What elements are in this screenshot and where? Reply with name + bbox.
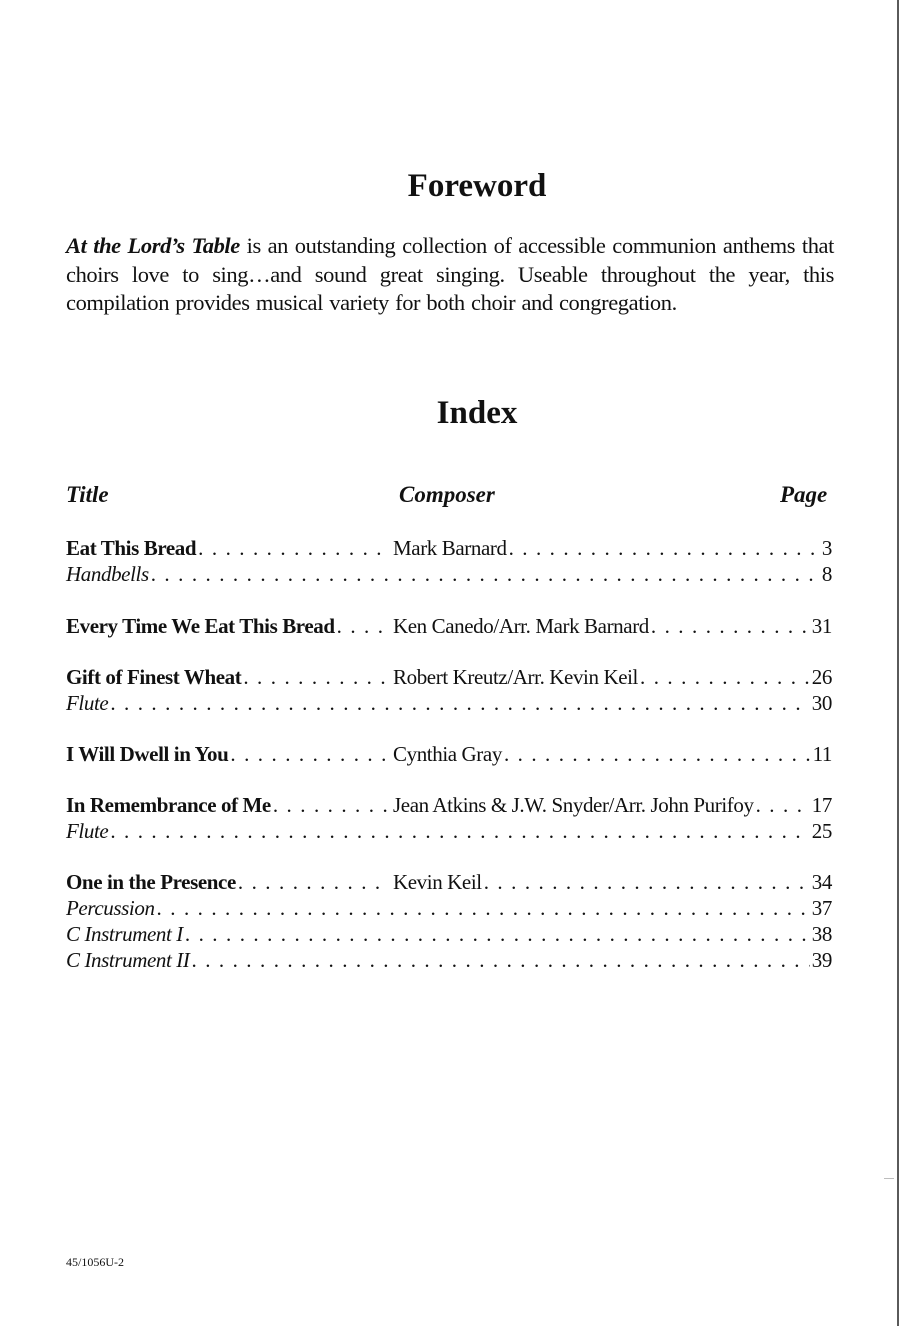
entry-composer: Kevin Keil [393,870,482,894]
index-entry [66,665,832,691]
entry-title: Every Time We Eat This Bread [66,614,335,638]
entry-page: 3 [821,536,832,560]
index-entry [66,742,832,768]
dot-leader [243,665,389,690]
dot-leader [273,793,389,818]
entry-page: 30 [811,691,832,715]
dot-leader [110,691,809,716]
index-entry [66,793,832,819]
index-entry [66,536,832,562]
index-heading: Index [436,395,518,431]
dot-leader [185,922,810,947]
dot-leader [238,870,389,895]
entry-title: Flute [66,691,109,715]
dot-leader [640,665,810,690]
entry-page: 17 [811,793,832,817]
dot-leader [509,536,820,561]
dot-leader [756,793,810,818]
dot-leader [157,896,810,921]
entry-title: Percussion [66,896,155,920]
index-subentry [66,948,832,974]
index-subentry [66,562,832,588]
book-title: At the Lord’s Table [66,233,240,258]
entry-page: 8 [821,562,832,586]
entry-title: I Will Dwell in You [66,742,229,766]
index-subentry [66,922,832,948]
index-entry [66,870,832,896]
entry-title: C Instrument I [66,922,183,946]
column-header-composer: Composer [399,482,495,507]
column-header-title: Title [66,482,109,507]
entry-page: 31 [811,614,832,638]
dot-leader [110,819,809,844]
entry-page: 37 [811,896,832,920]
index-subentry [66,896,832,922]
entry-title: Eat This Bread [66,536,197,560]
scan-mark [884,1178,894,1179]
dot-leader [651,614,810,639]
dot-leader [337,614,389,639]
entry-composer: Robert Kreutz/Arr. Kevin Keil [393,665,638,689]
entry-page: 38 [811,922,832,946]
entry-title: C Instrument II [66,948,190,972]
foreword-heading: Foreword [407,168,547,204]
index-subentry [66,691,832,717]
entry-title: Handbells [66,562,149,586]
entry-title: In Remembrance of Me [66,793,271,817]
entry-page: 25 [811,819,832,843]
entry-title: Flute [66,819,109,843]
entry-page: 39 [811,948,832,972]
entry-composer: Mark Barnard [393,536,507,560]
entry-composer: Cynthia Gray [393,742,502,766]
foreword-text: is an outstanding collection of accessible communion anthems that choirs love to sing…and sound great singing. Useable throughout the year, this compilation provides musical variety for both choir and congregation. [66,233,834,315]
entry-title: Gift of Finest Wheat [66,665,242,689]
entry-composer: Ken Canedo/Arr. Mark Barnard [393,614,649,638]
index-entry [66,614,832,640]
dot-leader [192,948,810,973]
dot-leader [198,536,389,561]
index-subentry [66,819,832,845]
entry-title: One in the Presence [66,870,236,894]
entry-page: 26 [811,665,832,689]
dot-leader [230,742,389,767]
dot-leader [504,742,811,767]
dot-leader [484,870,810,895]
dot-leader [151,562,820,587]
entry-page: 11 [812,742,832,766]
entry-page: 34 [811,870,832,894]
entry-composer: Jean Atkins & J.W. Snyder/Arr. John Purifoy [393,793,754,817]
column-header-page: Page [780,482,828,507]
foreword-paragraph [66,232,834,318]
catalog-code: 45/1056U-2 [66,1255,124,1269]
